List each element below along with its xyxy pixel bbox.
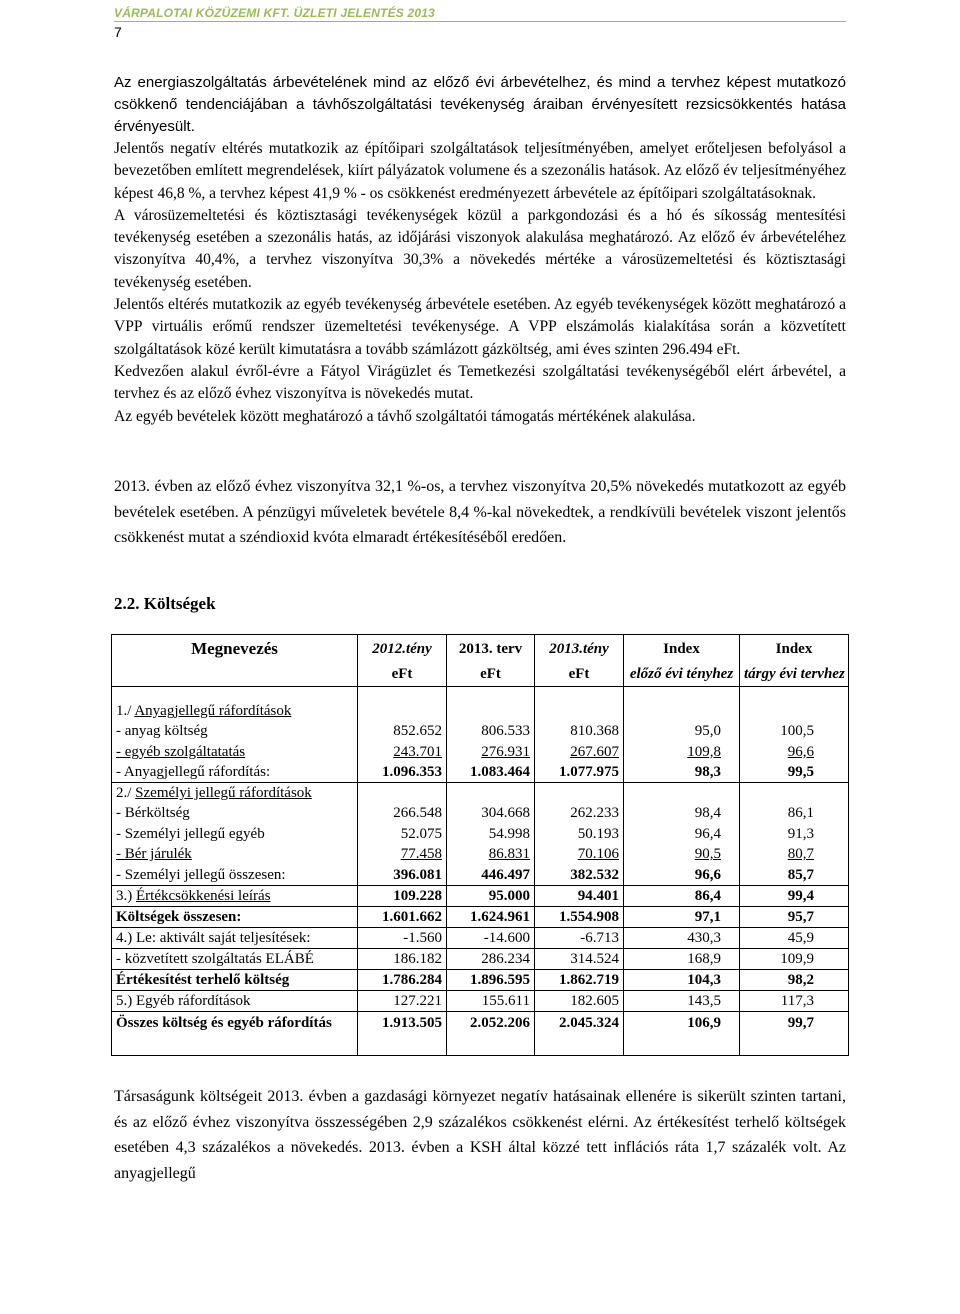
paragraph-construction: Jelentős negatív eltérés mutatkozik az építőipari szolgáltatások teljesítményében, amelyet erőteljesen befolyásol a bevezetőben említett megrendelések, kiírt pályázatok volumene és a szezonális hatások. Az előző év teljesítményéhez képest 46,8 %, a tervhez képest 41,9 % - os csökkenést eredményezett árbevétele az építőipari szolgáltatásoknak. xyxy=(114,140,846,202)
table-row: Értékesítést terhelő költség 1.786.284 1.896.595 1.862.719 104,3 98,2 xyxy=(112,969,849,990)
intro-paragraph: Az energiaszolgáltatás árbevételének mind az előző évi árbevételhez, és mind a tervhez képest mutatkozó csökkenő tendenciájában a távhőszolgáltatási tevékenység áraiban érvényesített rezsicsökkentés hatása érvényesült. xyxy=(114,74,846,135)
row-name: - Bérköltség xyxy=(112,803,358,824)
row-name: 4.) Le: aktivált saját teljesítések: xyxy=(112,927,358,948)
paragraph-other-activity: Jelentős eltérés mutatkozik az egyéb tevékenység árbevétele esetében. Az egyéb tevékenységek között meghatározó a VPP virtuális erőmű rendszer üzemeltetési tevékenysége. A VPP elszámolás kialakítása során a közvetített szolgáltatások közé került kimutatásra a tovább számlázott gázköltség, ami éves szinten 296.494 eFt. xyxy=(114,296,846,358)
header-col1: 2012.tény xyxy=(358,635,447,663)
table-row: 5.) Egyéb ráfordítások 127.221 155.611 182.605 143,5 117,3 xyxy=(112,990,849,1011)
table-row: Összes költség és egyéb ráfordítás 1.913.505 2.052.206 2.045.324 106,9 99,7 xyxy=(112,1011,849,1055)
table-header-row xyxy=(112,635,849,663)
table-row: - Személyi jellegű egyéb 52.075 54.998 50.193 96,4 91,3 xyxy=(112,824,849,845)
subheader-col4: előző évi tényhez xyxy=(624,663,740,687)
subheader-col3: eFt xyxy=(535,663,624,687)
row-name: Értékcsökkenési leírás xyxy=(136,887,271,904)
header-title: VÁRPALOTAI KÖZÜZEMI KFT. ÜZLETI JELENTÉS 2013 xyxy=(114,6,436,20)
table-row: - Bér járulék 77.458 86.831 70.106 90,5 80,7 xyxy=(112,844,849,865)
table-row: Költségek összesen: 1.601.662 1.624.961 1.554.908 97,1 95,7 xyxy=(112,906,849,927)
row-name: - Személyi jellegű egyéb xyxy=(112,824,358,845)
table-row: - Személyi jellegű összesen: 396.081 446.497 382.532 96,6 85,7 xyxy=(112,865,849,886)
table-row: 4.) Le: aktivált saját teljesítések: -1.560 -14.600 -6.713 430,3 45,9 xyxy=(112,927,849,948)
header-col2: 2013. terv xyxy=(447,635,535,663)
table-row: - egyéb szolgáltatatás 243.701 276.931 267.607 109,8 96,6 xyxy=(112,742,849,763)
subheader-col2: eFt xyxy=(447,663,535,687)
body-text xyxy=(114,138,846,428)
row-name: 5.) Egyéb ráfordítások xyxy=(112,990,358,1011)
row-name: Anyagjellegű ráfordítások xyxy=(134,702,292,719)
row-name: Költségek összesen: xyxy=(112,906,358,927)
paragraph-city-operations: A városüzemeltetési és köztisztasági tevékenységek közül a parkgondozási és a hó és síkosság mentesítési tevékenység esetében a szezonális hatás, az időjárási viszonyok alakulása meghatározó. Az előző év árbevételéhez viszonyítva 40,4%, a tervhez viszonyítva 30,3% a növekedés mértéke a városüzemeltetési és köztisztasági tevékenység esetében. xyxy=(114,206,846,291)
row-name: - anyag költség xyxy=(112,721,358,742)
row-name: Értékesítést terhelő költség xyxy=(112,969,358,990)
section-heading: 2.2. Költségek xyxy=(114,594,216,613)
row-name: Személyi jellegű ráfordítások xyxy=(135,785,312,801)
table-row: - Bérköltség 266.548 304.668 262.233 98,4 86,1 xyxy=(112,803,849,824)
page-header xyxy=(114,4,846,22)
closing-paragraph: Társaságunk költségeit 2013. évben a gazdasági környezet negatív hatásainak ellenére is sikerült szinten tartani, és az előző évhez viszonyítva összességében 2,9 százalékos csökkenést elérni. Az értékesítést terhelő költségek esetében 4,3 százalékos a növekedés. 2013. évben a KSH által közzé tett inflációs ráta 1,7 százalék volt. Az anyagjellegű xyxy=(114,1088,846,1182)
table-row: - közvetített szolgáltatás ELÁBÉ 186.182 286.234 314.524 168,9 109,9 xyxy=(112,948,849,969)
table-row: 2./ Személyi jellegű ráfordítások xyxy=(112,783,849,804)
header-col3: 2013.tény xyxy=(535,635,624,663)
cost-table xyxy=(111,634,849,1056)
table-row: - Anyagjellegű ráfordítás: 1.096.353 1.083.464 1.077.975 98,3 99,5 xyxy=(112,762,849,783)
table-subheader-row xyxy=(112,663,849,687)
row-name: - Bér járulék xyxy=(112,844,358,865)
row-name: - Személyi jellegű összesen: xyxy=(112,865,358,886)
table-row: - anyag költség 852.652 806.533 810.368 95,0 100,5 xyxy=(112,721,849,742)
paragraph-other-income: Az egyéb bevételek között meghatározó a távhő szolgáltatói támogatás mértékének alakulása. xyxy=(114,407,696,425)
row-name: Összes költség és egyéb ráfordítás xyxy=(112,1011,358,1055)
row-name: - egyéb szolgáltatatás xyxy=(112,742,358,763)
header-col5: Index xyxy=(740,635,849,663)
page-number: 7 xyxy=(114,24,122,40)
table-row: 3.) Értékcsökkenési leírás 109.228 95.000 94.401 86,4 99,4 xyxy=(112,885,849,906)
table-row: 1./ Anyagjellegű ráfordítások xyxy=(112,701,849,722)
subheader-col5: tárgy évi tervhez xyxy=(740,663,849,687)
header-col4: Index xyxy=(624,635,740,663)
paragraph-florist: Kedvezően alakul évről-évre a Fátyol Virágüzlet és Temetkezési szolgáltatási tevékenységéből elért árbevétel, a tervhez és az előző évhez viszonyítva is növekedés mutat. xyxy=(114,362,846,403)
header-name: Megnevezés xyxy=(112,635,358,663)
subheader-col1: eFt xyxy=(358,663,447,687)
paragraph-income-growth: 2013. évben az előző évhez viszonyítva 32,1 %-os, a tervhez viszonyítva 20,5% növekedés mutatkozott az egyéb bevételek esetében. A pénzügyi műveletek bevétele 8,4 %-kal növekedtek, a rendkívüli bevételek viszont jelentős csökkenést mutat a széndioxid kvóta elmaradt értékesítéséből eredően. xyxy=(114,478,846,546)
row-name: - Anyagjellegű ráfordítás: xyxy=(112,762,358,783)
row-name: - közvetített szolgáltatás ELÁBÉ xyxy=(112,948,358,969)
